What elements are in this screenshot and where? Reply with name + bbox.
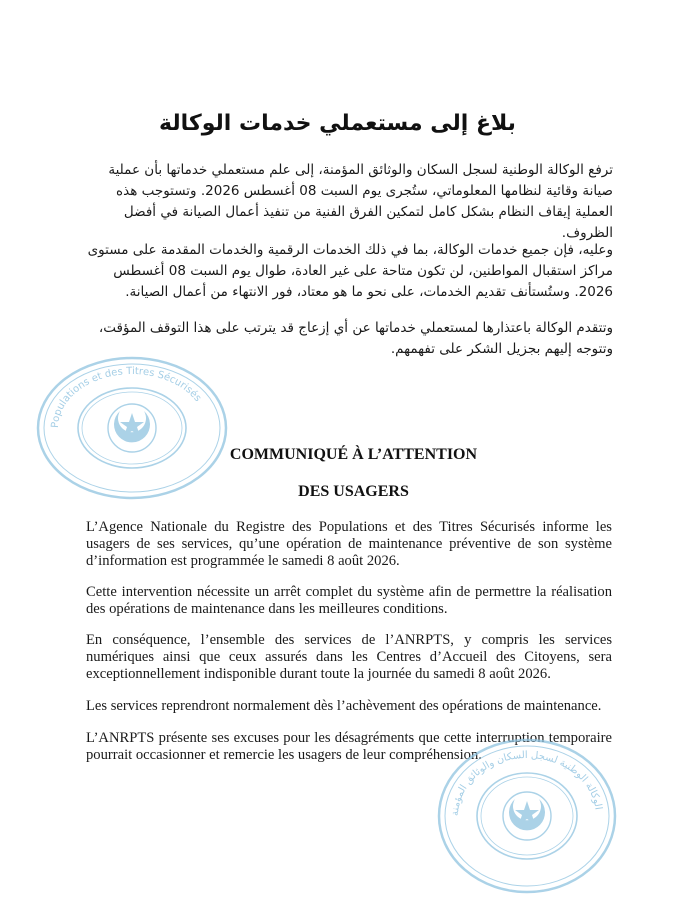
french-title-line-2: DES USAGERS [298, 483, 409, 500]
stamp-bottom-ring-text: الوكالة الوطنية لسجل السكان والوثائق المؤمنة [449, 749, 604, 817]
french-paragraph-4: Les services reprendront normalement dès l’achèvement des opérations de maintenance. [86, 698, 602, 714]
star-crescent-emblem-icon [509, 799, 545, 830]
french-paragraph-5: L’ANRPTS présente ses excuses pour les désagréments que cette interruption temporaire pourrait occasionner et remercie les usagers de leur compréhension. [86, 730, 612, 763]
star-crescent-emblem-icon [114, 411, 150, 442]
french-title-line-1: COMMUNIQUÉ À L’ATTENTION [229, 446, 478, 463]
french-paragraph-2: Cette intervention nécessite un arrêt complet du système afin de permettre la réalisation des opérations de maintenance dans les meilleures conditions. [86, 584, 612, 617]
arabic-paragraph-1: ترفع الوكالة الوطنية لسجل السكان والوثائق المؤمنة، إلى علم مستعملي خدماتها بأن عملية صيانة وقائية لنظامها المعلوماتي، ستُجرى يوم السبت 08 أغسطس 2026. وتستوجب هذه العملية إيقاف النظام بشكل كامل لتمكين الفرق الفنية من تنفيذ أعمال الصيانة في أفضل الظروف. [108, 162, 613, 241]
arabic-paragraph-2: وعليه، فإن جميع خدمات الوكالة، بما في ذلك الخدمات الرقمية والخدمات المقدمة على مستوى مراكز استقبال المواطنين، لن تكون متاحة على غير العادة، طوال يوم السبت 08 أغسطس 2026. وستُستأنف تقديم الخدمات، على نحو ما هو معتاد، فور الانتهاء من أعمال الصيانة. [87, 242, 613, 300]
french-paragraph-3: En conséquence, l’ensemble des services de l’ANRPTS, y compris les services numériques ainsi que ceux assurés dans les Centres d’Accueil des Citoyens, sera exceptionnellement indisponible durant toute la journée du samedi 8 août 2026. [86, 632, 612, 682]
official-stamp-top [32, 353, 232, 503]
stamp-top-ring-text: Populations et des Titres Sécurisés [49, 365, 204, 429]
french-paragraph-1: L’Agence Nationale du Registre des Populations et des Titres Sécurisés informe les usagers de ses services, qu’une opération de maintenance préventive de son système d’information est programmée le samedi 8 août 2026. [86, 519, 612, 569]
official-stamp-bottom [434, 735, 620, 897]
arabic-title: بلاغ إلى مستعملي خدمات الوكالة [159, 111, 516, 136]
arabic-paragraph-3: وتتقدم الوكالة باعتذارها لمستعملي خدماتها عن أي إزعاج قد يترتب على هذا التوقف المؤقت، وتتوجه إليهم بجزيل الشكر على تفهمهم. [98, 320, 613, 357]
